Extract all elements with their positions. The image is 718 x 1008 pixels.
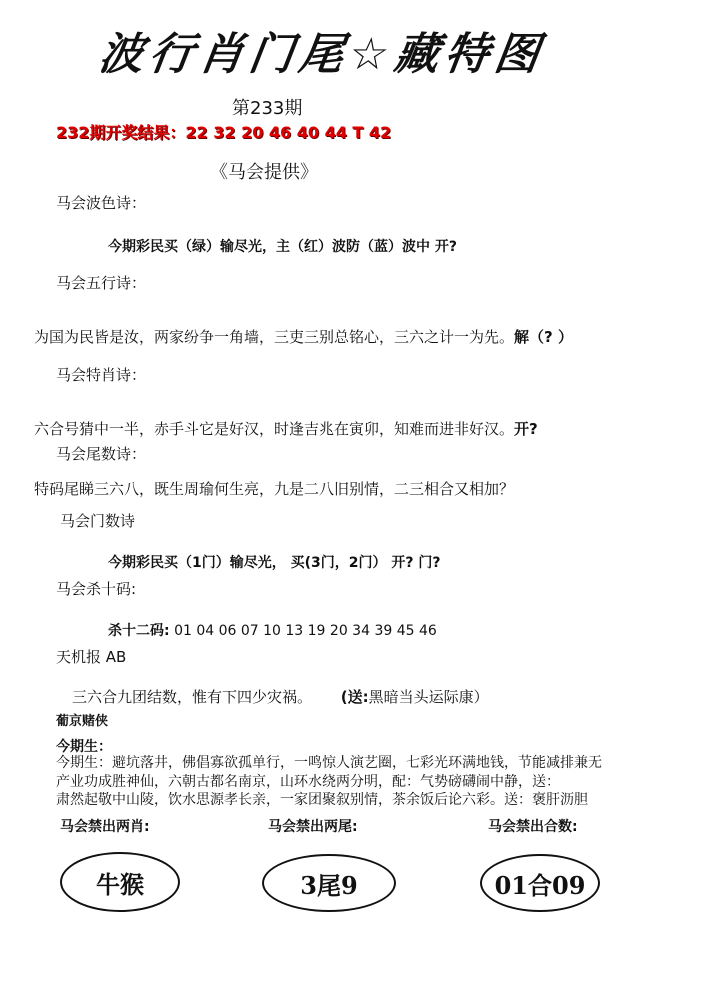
- ban-sum-oval: [480, 854, 600, 912]
- door-poem: 今期彩民买（1门）输尽光， 买(3门，2门） 开? 门?: [108, 555, 441, 571]
- kill-twelve-label: 杀十二码:: [108, 623, 170, 639]
- ban-sum-label: 马会禁出合数:: [488, 819, 578, 835]
- issue-number: 第233期: [232, 98, 303, 119]
- kill-twelve-numbers: 01 04 06 07 10 13 19 20 34 39 45 46: [174, 623, 437, 639]
- tianji-label: 天机报 AB: [56, 648, 127, 666]
- door-poem-label: 马会门数诗: [60, 512, 136, 530]
- wave-poem-label: 马会波色诗：: [56, 194, 147, 212]
- ban-zodiac-oval: [60, 852, 180, 912]
- tail-poem-label: 马会尾数诗：: [56, 445, 147, 463]
- zodiac-poem: [34, 418, 538, 439]
- five-element-poem-label: 马会五行诗：: [56, 274, 147, 292]
- tianji-send-text: 黑暗当头运际康）: [368, 688, 489, 706]
- ban-tail-label: 马会禁出两尾:: [268, 819, 358, 835]
- kill-ten-label: 马会杀十码:: [56, 580, 137, 598]
- tail-poem: 特码尾睇三六八，既生周瑜何生亮，九是二八旧别情，二三相合又相加？: [34, 480, 515, 498]
- today-label: 今期生：: [56, 739, 112, 755]
- last-result: 232期开奖结果：22 32 20 46 40 44 T 42: [56, 123, 392, 142]
- provider-label: 《马会提供》: [210, 162, 318, 183]
- ban-tail-value: 3尾9: [300, 870, 358, 900]
- zodiac-answer: 开?: [514, 420, 538, 438]
- ban-tail-oval: [262, 854, 396, 912]
- ban-sum-value: 01合09: [494, 870, 586, 900]
- five-element-poem-text: 为国为民皆是汝，两家纷争一角墙，三吏三别总铭心，三六之计一为先。: [34, 328, 515, 346]
- zodiac-poem-text: 六合号猜中一半，赤手斗它是好汉，时逢吉兆在寅卯，知难而进非好汉。: [34, 420, 515, 438]
- gambler-label: 葡京赌侠: [56, 714, 109, 729]
- ban-zodiac-value: 牛猴: [96, 869, 144, 899]
- today-body: [56, 754, 602, 810]
- today-line: 产业功成胜神仙，六朝古都名南京，山环水绕两分明，配：气势磅礴闹中静，送：: [56, 773, 560, 790]
- tianji-send-label: (送:: [340, 688, 369, 706]
- kill-twelve: [108, 620, 437, 640]
- tianji-text-line: [72, 686, 489, 707]
- five-element-answer: 解（? ）: [514, 328, 573, 346]
- tianji-text: 三六合九团结数，惟有下四少灾祸。: [72, 688, 313, 706]
- zodiac-poem-label: 马会特肖诗：: [56, 366, 147, 384]
- today-line: 肃然起敬中山陵，饮水思源孝长亲，一家团聚叙别情，茶余饭后论六彩。送：褒肝沥胆: [56, 792, 588, 808]
- ban-zodiac-label: 马会禁出两肖:: [60, 819, 150, 835]
- today-line: 今期生：避坑落井，佛倡寡欲孤单行，一鸣惊人演艺圈，七彩光环满地钱，节能减排兼无: [56, 755, 602, 771]
- page-title: 波行肖门尾☆藏特图: [95, 29, 549, 80]
- five-element-poem: [34, 326, 573, 347]
- wave-poem: 今期彩民买（绿）输尽光，主（红）波防（蓝）波中 开?: [108, 239, 457, 255]
